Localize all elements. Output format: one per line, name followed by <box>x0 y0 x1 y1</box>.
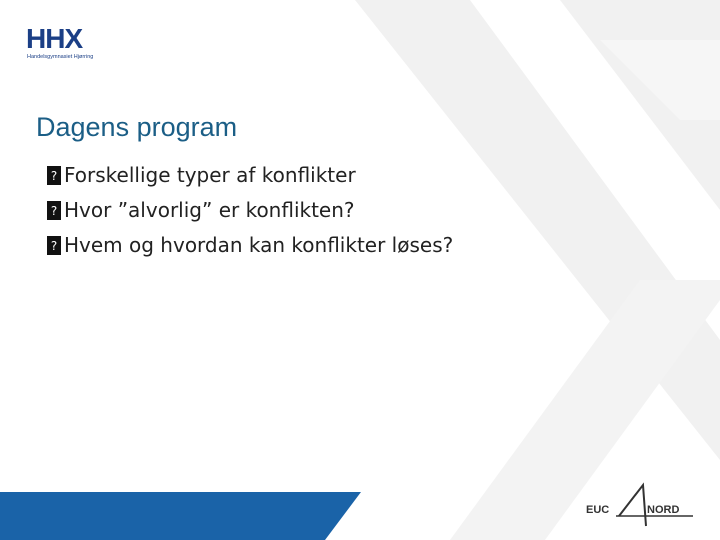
agenda-item-text: Hvor ”alvorlig” er konflikten? <box>64 198 355 222</box>
euc-nord-logo <box>583 482 698 528</box>
slide-title: Dagens program <box>36 112 238 142</box>
agenda-item-text: Hvem og hvordan kan konflikter løses? <box>64 233 454 257</box>
euc-logo-text: EUC <box>586 504 610 516</box>
agenda-item <box>46 228 453 263</box>
agenda-list <box>46 158 453 263</box>
svg-text:?: ? <box>50 239 58 253</box>
hhx-logo-subtitle: Handelsgymnasiet Hjørring <box>27 54 94 60</box>
missing-glyph-icon <box>46 235 62 256</box>
missing-glyph-icon <box>46 200 62 221</box>
svg-text:?: ? <box>50 204 58 218</box>
missing-glyph-icon <box>46 165 62 186</box>
agenda-item <box>46 193 453 228</box>
hhx-logo-text: HHX <box>26 23 83 54</box>
nord-logo-text: NORD <box>647 504 680 516</box>
svg-text:?: ? <box>50 169 58 183</box>
agenda-item <box>46 158 453 193</box>
agenda-item-text: Forskellige typer af konflikter <box>64 163 356 187</box>
